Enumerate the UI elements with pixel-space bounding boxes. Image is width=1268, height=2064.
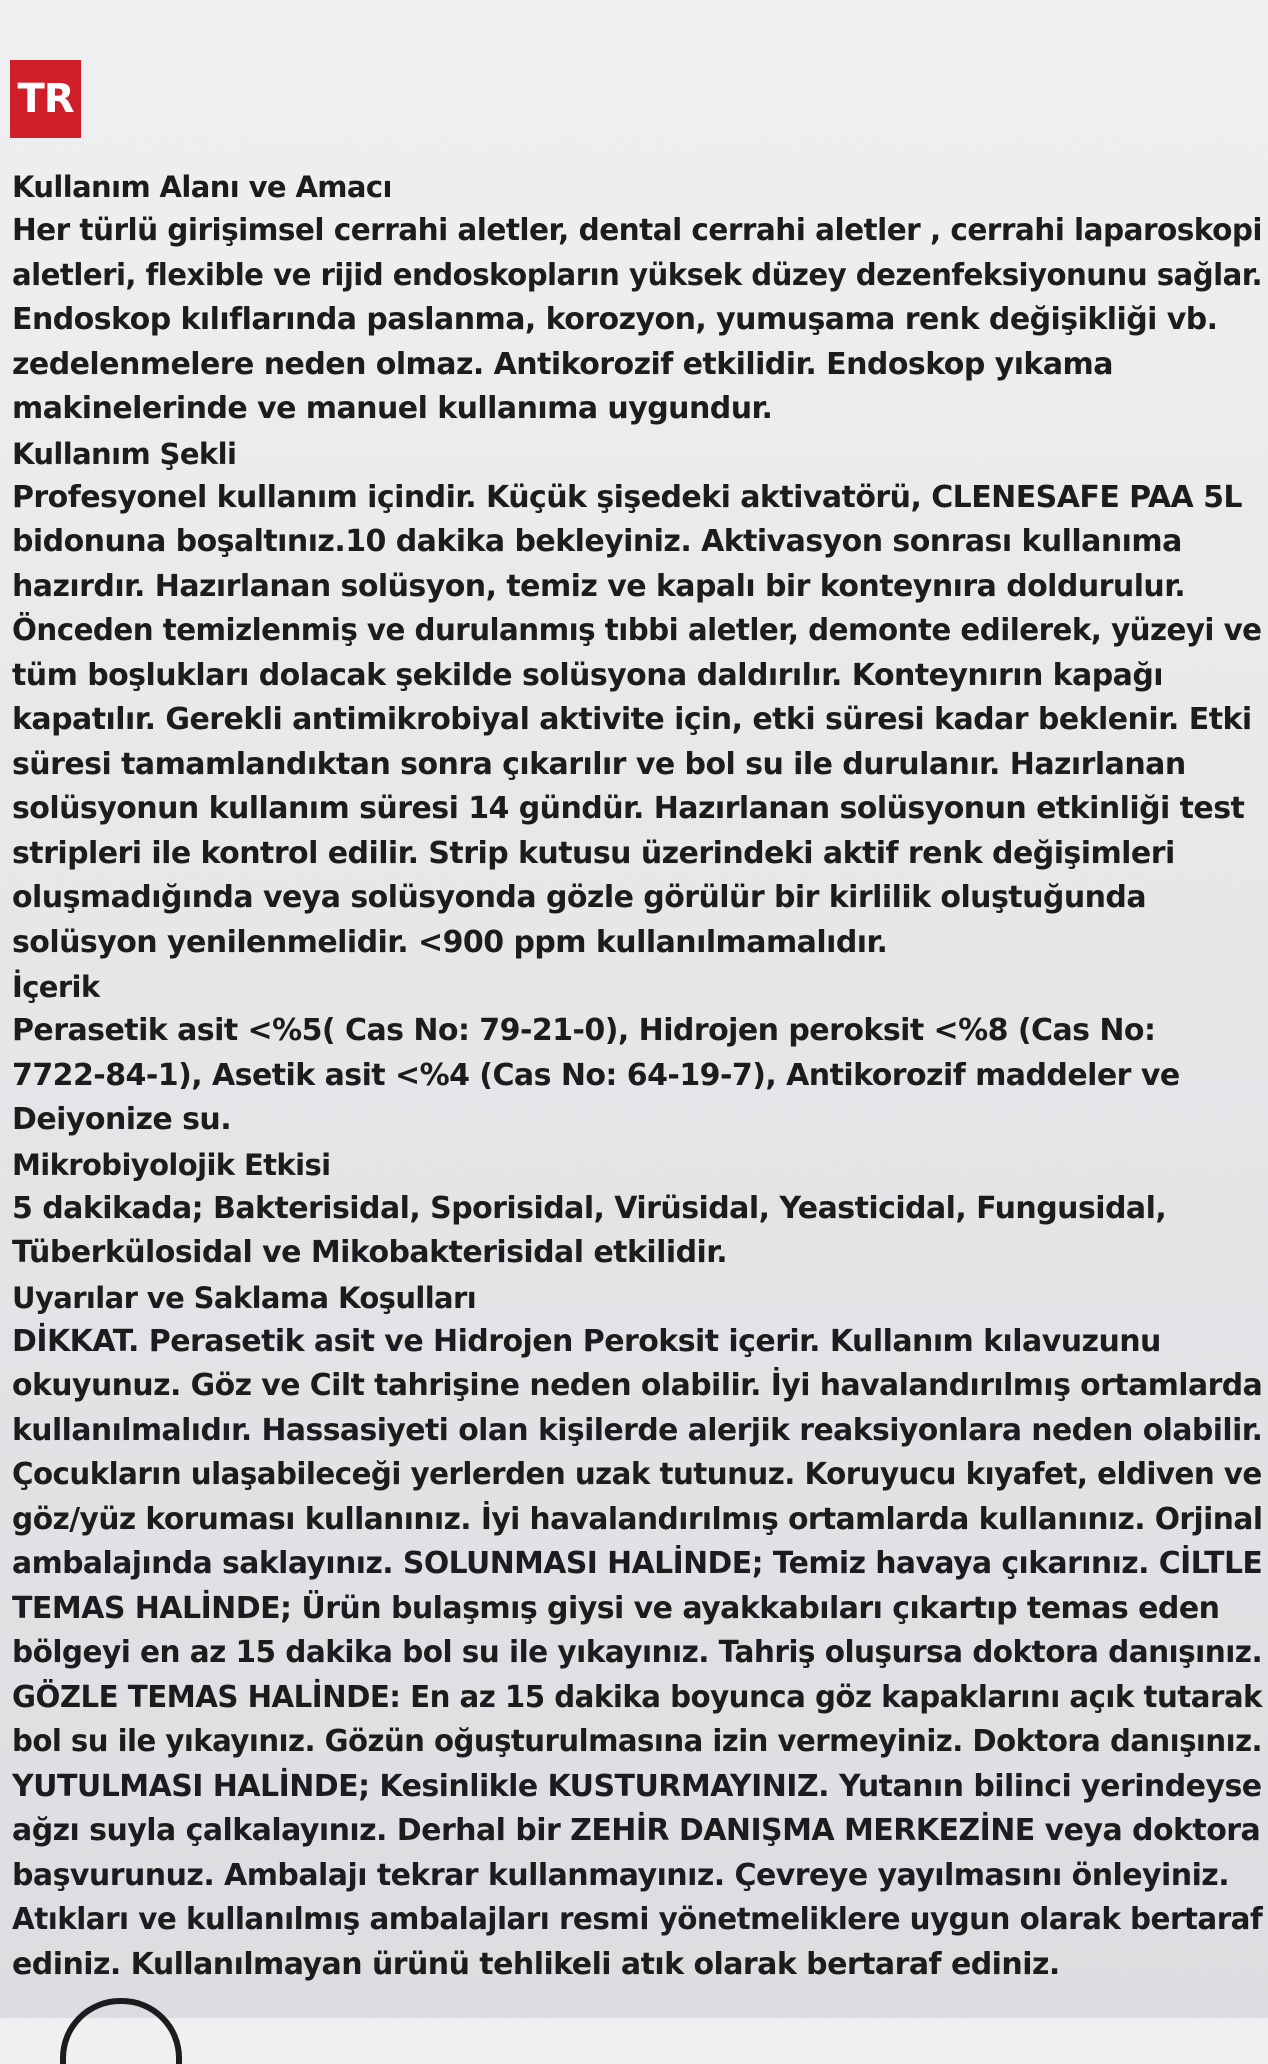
language-badge: TR [10, 60, 81, 138]
text-line: Önceden temizlenmiş ve durulanmış tıbbi aletler, demonte edilerek, yüzeyi ve [12, 613, 1262, 648]
section-title: Uyarılar ve Saklama Koşulları [12, 1280, 477, 1315]
text-line: 5 dakikada; Bakterisidal, Sporisidal, Virüsidal, Yeasticidal, Fungusidal, [12, 1190, 1167, 1226]
text-line: DİKKAT. Perasetik asit ve Hidrojen Peroksit içerir. Kullanım kılavuzunu [12, 1323, 1161, 1359]
text-line: solüsyonun kullanım süresi 14 gündür. Hazırlanan solüsyonun etkinliği test [12, 791, 1245, 826]
section-microbiological-effect [12, 1143, 1262, 1276]
section-title: Mikrobiyolojik Etkisi [12, 1147, 331, 1182]
text-line: süresi tamamlandıktan sonra çıkarılır ve bol su ile durulanır. Hazırlanan [12, 746, 1186, 782]
text-line: 7722-84-1), Asetik asit <%4 (Cas No: 64-19-7), Antikorozif maddeler ve [12, 1057, 1180, 1093]
text-line: Her türlü girişimsel cerrahi aletler, dental cerrahi aletler , cerrahi laparoskopi [12, 213, 1262, 248]
section-usage-area [12, 165, 1262, 432]
text-line: Atıkları ve kullanılmış ambalajları resmi yönetmeliklere uygun olarak bertaraf [12, 1902, 1263, 1937]
text-line: TEMAS HALİNDE; Ürün bulaşmış giysi ve ayakkabıları çıkartıp temas eden [12, 1590, 1220, 1626]
text-line: ağzı suyla çalkalayınız. Derhal bir ZEHİR DANIŞMA MERKEZİNE veya doktora [12, 1813, 1261, 1848]
text-line: YUTULMASI HALİNDE; Kesinlikle KUSTURMAYINIZ. Yutanın bilinci yerindeyse [12, 1768, 1262, 1804]
text-line: bidonuna boşaltınız.10 dakika bekleyiniz. Aktivasyon sonrası kullanıma [12, 524, 1182, 559]
text-line: başvurunuz. Ambalajı tekrar kullanmayınız. Çevreye yayılmasını önleyiniz. [12, 1857, 1230, 1893]
section-title: İçerik [12, 970, 100, 1004]
text-line: bölgeyi en az 15 dakika bol su ile yıkayınız. Tahriş oluşursa doktora danışınız. [12, 1635, 1263, 1670]
text-line: okuyunuz. Göz ve Cilt tahrişine neden olabilir. İyi havalandırılmış ortamlarda [12, 1368, 1263, 1403]
text-line: solüsyon yenilenmelidir. <900 ppm kullanılmamalıdır. [12, 924, 888, 960]
section-title: Kullanım Alanı ve Amacı [12, 170, 392, 204]
text-line: kapatılır. Gerekli antimikrobiyal aktivite için, etki süresi kadar beklenir. Etki [12, 702, 1252, 737]
section-warnings-storage [12, 1276, 1262, 1988]
text-line: oluşmadığında veya solüsyonda gözle görülür bir kirlilik oluştuğunda [12, 880, 1147, 915]
text-line: hazırdır. Hazırlanan solüsyon, temiz ve kapalı bir konteynıra doldurulur. [12, 568, 1186, 604]
section-contents [12, 965, 1262, 1143]
text-line: göz/yüz koruması kullanınız. İyi havalandırılmış ortamlarda kullanınız. Orjinal [12, 1501, 1263, 1537]
text-line: ambalajında saklayınız. SOLUNMASI HALİNDE; Temiz havaya çıkarınız. CİLTLE [12, 1546, 1263, 1581]
text-line: zedelenmelere neden olmaz. Antikorozif etkilidir. Endoskop yıkama [12, 346, 1113, 382]
text-line: tüm boşlukları dolacak şekilde solüsyona daldırılır. Konteynırın kapağı [12, 657, 1164, 693]
text-line: ediniz. Kullanılmayan ürünü tehlikeli atık olarak bertaraf ediniz. [12, 1946, 1060, 1982]
text-line: stripleri ile kontrol edilir. Strip kutusu üzerindeki aktif renk değişimleri [12, 835, 1175, 871]
text-line: Çocukların ulaşabileceği yerlerden uzak tutunuz. Koruyucu kıyafet, eldiven ve [12, 1457, 1262, 1492]
text-line: bol su ile yıkayınız. Gözün oğuşturulmasına izin vermeyiniz. Doktora danışınız. [12, 1724, 1263, 1759]
section-title: Kullanım Şekli [12, 436, 237, 471]
label-text-block [12, 165, 1262, 1987]
partial-circle-symbol-icon [60, 1998, 182, 2064]
text-line: aletleri, flexible ve rijid endoskopların yüksek düzey dezenfeksiyonunu sağlar. [12, 257, 1263, 293]
text-line: GÖZLE TEMAS HALİNDE: En az 15 dakika boyunca göz kapaklarını açık tutarak [12, 1679, 1262, 1715]
text-line: Perasetik asit <%5( Cas No: 79-21-0), Hidrojen peroksit <%8 (Cas No: [12, 1013, 1156, 1048]
text-line: makinelerinde ve manuel kullanıma uygundur. [12, 391, 773, 426]
section-usage-method [12, 432, 1262, 966]
text-line: Deiyonize su. [12, 1102, 232, 1137]
text-line: Endoskop kılıflarında paslanma, korozyon, yumuşama renk değişikliği vb. [12, 302, 1218, 337]
text-line: Profesyonel kullanım içindir. Küçük şişedeki aktivatörü, CLENESAFE PAA 5L [12, 479, 1242, 515]
text-line: kullanılmalıdır. Hassasiyeti olan kişilerde alerjik reaksiyonlara neden olabilir. [12, 1412, 1263, 1448]
text-line: Tüberkülosidal ve Mikobakterisidal etkilidir. [12, 1235, 728, 1270]
